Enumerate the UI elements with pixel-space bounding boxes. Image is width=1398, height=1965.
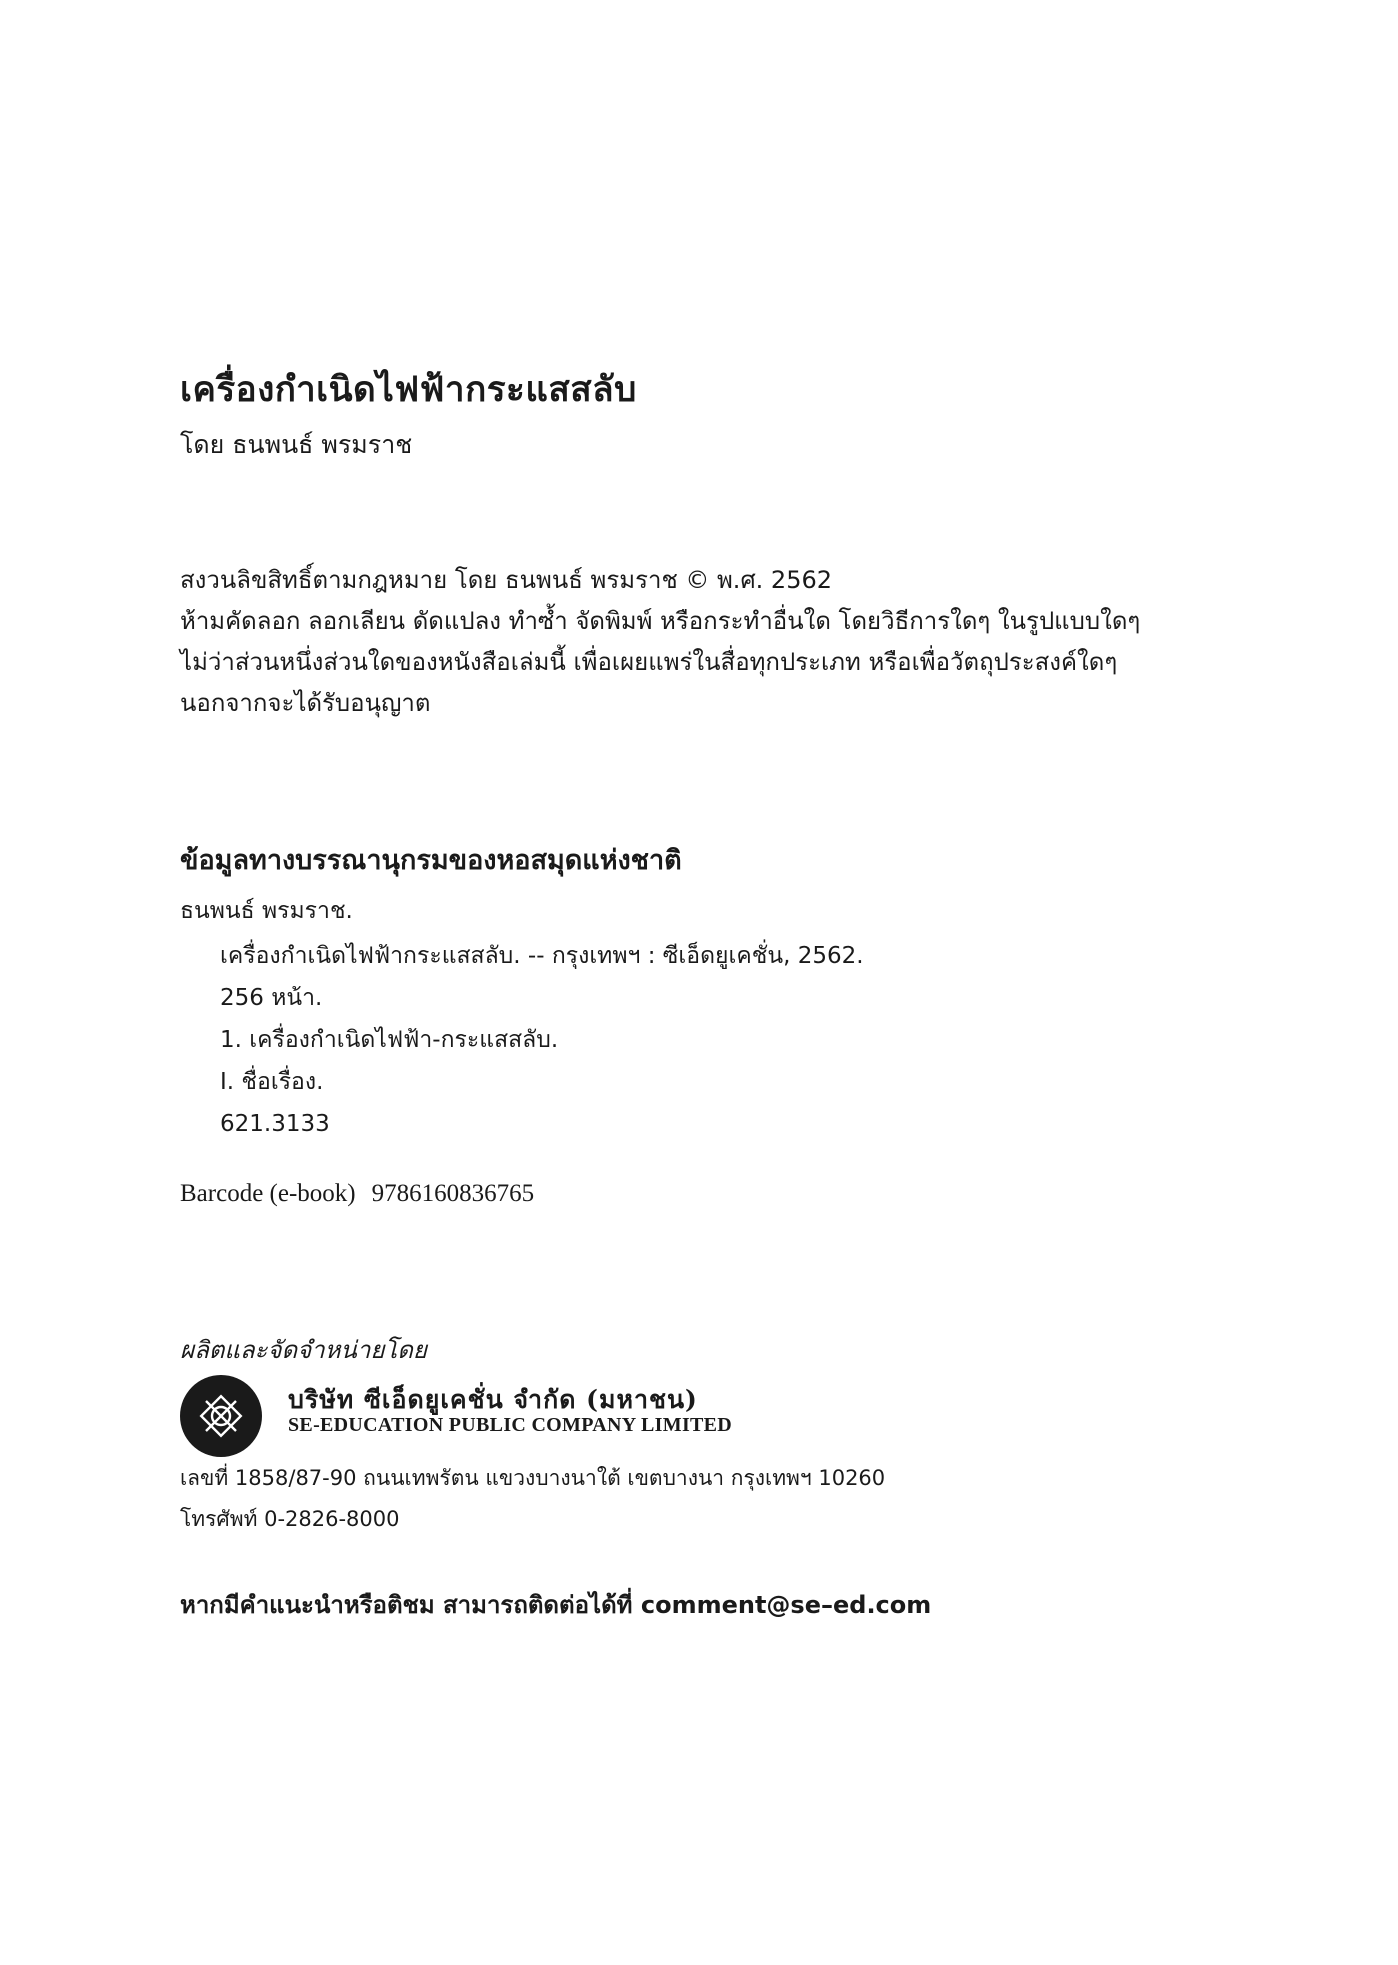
- company-address: [180, 1458, 885, 1540]
- cip-line: I. ชื่อเรื่อง.: [220, 1069, 324, 1095]
- barcode-value: 9786160836765: [371, 1180, 535, 1207]
- cip-entry: [220, 935, 864, 1145]
- phone-line: โทรศัพท์ 0-2826-8000: [180, 1507, 400, 1531]
- company-name-thai: บริษัท ซีเอ็ดยูเคชั่น จำกัด (มหาชน): [288, 1385, 698, 1414]
- copyright-line: ไม่ว่าส่วนหนึ่งส่วนใดของหนังสือเล่มนี้ เพื่อเผยแพร่ในสื่อทุกประเภท หรือเพื่อวัตถุประสงค์ใดๆ: [180, 648, 1118, 676]
- book-title: เครื่องกำเนิดไฟฟ้ากระแสสลับ: [180, 369, 637, 410]
- se-ed-logo-icon: [180, 1375, 262, 1457]
- publisher-logo: [180, 1375, 262, 1457]
- copyright-line: ห้ามคัดลอก ลอกเลียน ดัดแปลง ทำซ้ำ จัดพิมพ์ หรือกระทำอื่นใด โดยวิธีการใดๆ ในรูปแบบใดๆ: [180, 607, 1141, 635]
- cip-line: เครื่องกำเนิดไฟฟ้ากระแสสลับ. -- กรุงเทพฯ : ซีเอ็ดยูเคชั่น, 2562.: [220, 943, 864, 969]
- distributor-label: ผลิตและจัดจำหน่ายโดย: [180, 1336, 427, 1364]
- copyright-line: สงวนลิขสิทธิ์ตามกฎหมาย โดย ธนพนธ์ พรมราช © พ.ศ. 2562: [180, 566, 833, 594]
- cip-heading: ข้อมูลทางบรรณานุกรมของหอสมุดแห่งชาติ: [180, 845, 682, 876]
- cip-line: 256 หน้า.: [220, 985, 323, 1011]
- company-name-english: SE-EDUCATION PUBLIC COMPANY LIMITED: [288, 1414, 733, 1436]
- cip-line: 621.3133: [220, 1111, 330, 1137]
- book-author: โดย ธนพนธ์ พรมราช: [180, 430, 413, 459]
- contact-line: หากมีคำแนะนำหรือติชม สามารถติดต่อได้ที่ comment@se–ed.com: [180, 1591, 932, 1619]
- cip-line: 1. เครื่องกำเนิดไฟฟ้า-กระแสสลับ.: [220, 1027, 559, 1053]
- barcode-line: [180, 1180, 534, 1208]
- copyright-notice: [180, 560, 1310, 724]
- cip-author: ธนพนธ์ พรมราช.: [180, 898, 353, 924]
- address-line: เลขที่ 1858/87-90 ถนนเทพรัตน แขวงบางนาใต้ เขตบางนา กรุงเทพฯ 10260: [180, 1466, 886, 1490]
- barcode-label: Barcode (e-book): [180, 1180, 356, 1207]
- copyright-line: นอกจากจะได้รับอนุญาต: [180, 689, 431, 717]
